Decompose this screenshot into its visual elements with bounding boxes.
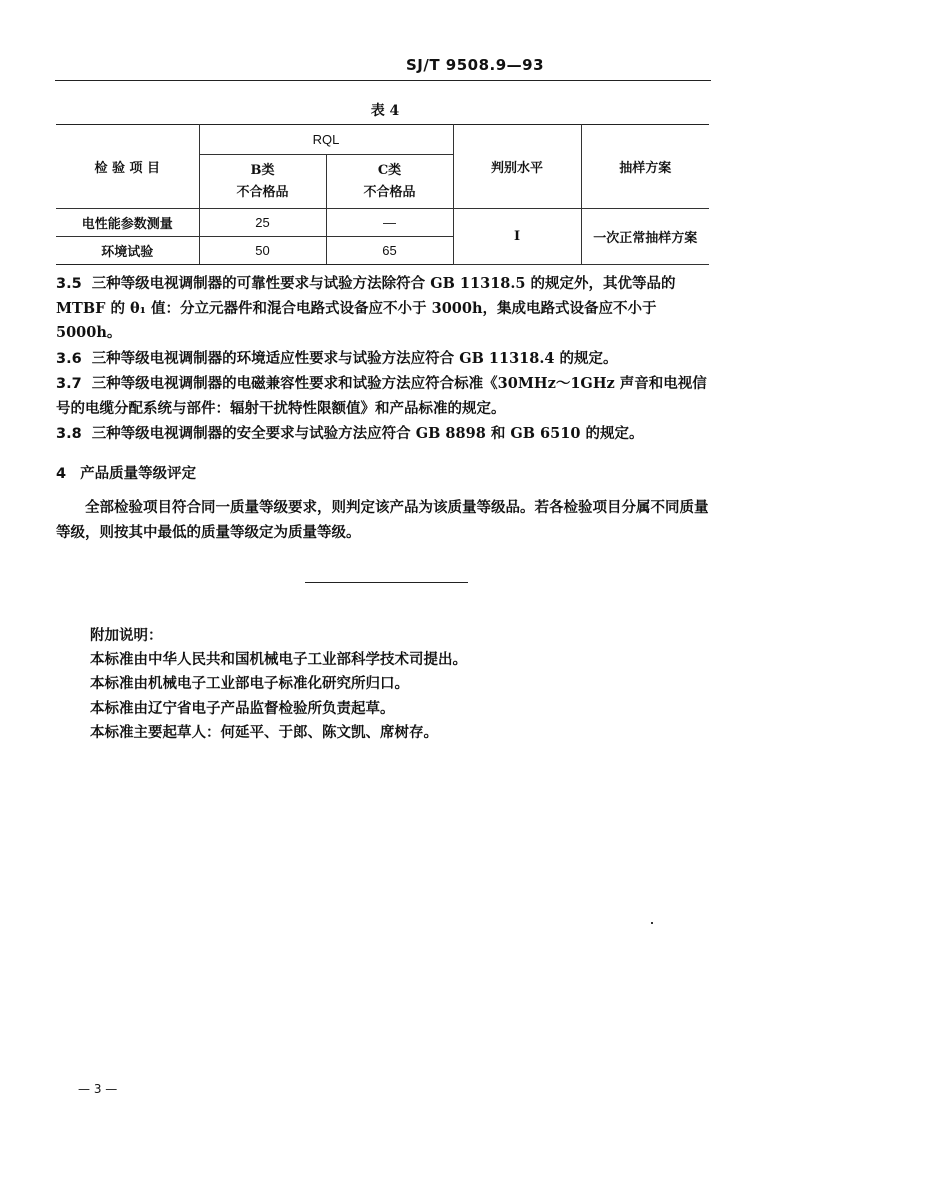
- row1-item: 电性能参数测量: [56, 209, 199, 237]
- header-b-class: [199, 155, 326, 209]
- clause-text: 三种等级电视调制器的电磁兼容性要求和试验方法应符合标准《30MHz～1GHz 声音和电视信号的电缆分配系统与部件：辐射干扰特性限额值》和产品标准的规定。: [56, 375, 707, 417]
- row2-b: 50: [199, 237, 326, 265]
- clause-3-8: [56, 422, 716, 447]
- row1-b: 25: [199, 209, 326, 237]
- clause-text: 三种等级电视调制器的可靠性要求与试验方法除符合 GB 11318.5 的规定外，其优等品的 MTBF 的 θ₁ 值：分立元器件和混合电路式设备应不小于 3000h，集成电路式设备应不小于 5000h。: [56, 275, 676, 341]
- section-4-body: 全部检验项目符合同一质量等级要求，则判定该产品为该质量等级品。若各检验项目分属不同质量等级，则按其中最低的质量等级定为质量等级。: [56, 499, 709, 541]
- clause-text: 三种等级电视调制器的环境适应性要求与试验方法应符合 GB 11318.4 的规定。: [91, 350, 618, 367]
- clause-number: 3.6: [56, 351, 82, 367]
- c-class-label: C类: [377, 162, 402, 178]
- merged-plan: 一次正常抽样方案: [581, 209, 709, 265]
- clause-3-5: [56, 272, 716, 346]
- notes-line: 本标准由机械电子工业部电子标准化研究所归口。: [90, 675, 409, 693]
- merged-level: Ⅰ: [453, 209, 581, 265]
- header-c-class: [326, 155, 453, 209]
- clause-text: 三种等级电视调制器的安全要求与试验方法应符合 GB 8898 和 GB 6510 的规定。: [91, 425, 644, 442]
- clause-number: 3.5: [56, 276, 82, 292]
- clause-number: 3.8: [56, 426, 82, 442]
- header-level: 判别水平: [453, 125, 581, 209]
- b-class-sub: 不合格品: [236, 184, 289, 200]
- clause-number: 3.7: [56, 376, 82, 392]
- scan-speck: [651, 922, 653, 924]
- additional-notes: [90, 624, 467, 745]
- section-4-heading: [56, 462, 196, 483]
- notes-line: 本标准由中华人民共和国机械电子工业部科学技术司提出。: [90, 651, 467, 669]
- page-number: — 3 —: [78, 1082, 118, 1096]
- header-item: 检 验 项 目: [56, 125, 199, 209]
- standard-code-header: SJ/T 9508.9—93: [405, 56, 545, 74]
- section-title: 产品质量等级评定: [80, 466, 197, 482]
- notes-title: 附加说明：: [90, 627, 163, 644]
- table-4: [56, 124, 709, 265]
- b-class-label: B类: [250, 162, 275, 178]
- c-class-sub: 不合格品: [363, 184, 416, 200]
- clause-3-6: [56, 347, 716, 372]
- notes-line: 本标准由辽宁省电子产品监督检验所负责起草。: [90, 699, 395, 717]
- row2-c: 65: [326, 237, 453, 265]
- header-plan: 抽样方案: [581, 125, 709, 209]
- clause-3-7: [56, 372, 716, 421]
- end-divider: [305, 582, 468, 583]
- row2-item: 环境试验: [56, 237, 199, 265]
- table-caption: 表 4: [370, 103, 400, 119]
- header-rule: [55, 80, 711, 81]
- header-rql: RQL: [199, 125, 453, 155]
- section-number: 4: [56, 466, 67, 482]
- row1-c: —: [326, 209, 453, 237]
- notes-line: 本标准主要起草人：何延平、于郎、陈文凯、席树存。: [90, 723, 438, 741]
